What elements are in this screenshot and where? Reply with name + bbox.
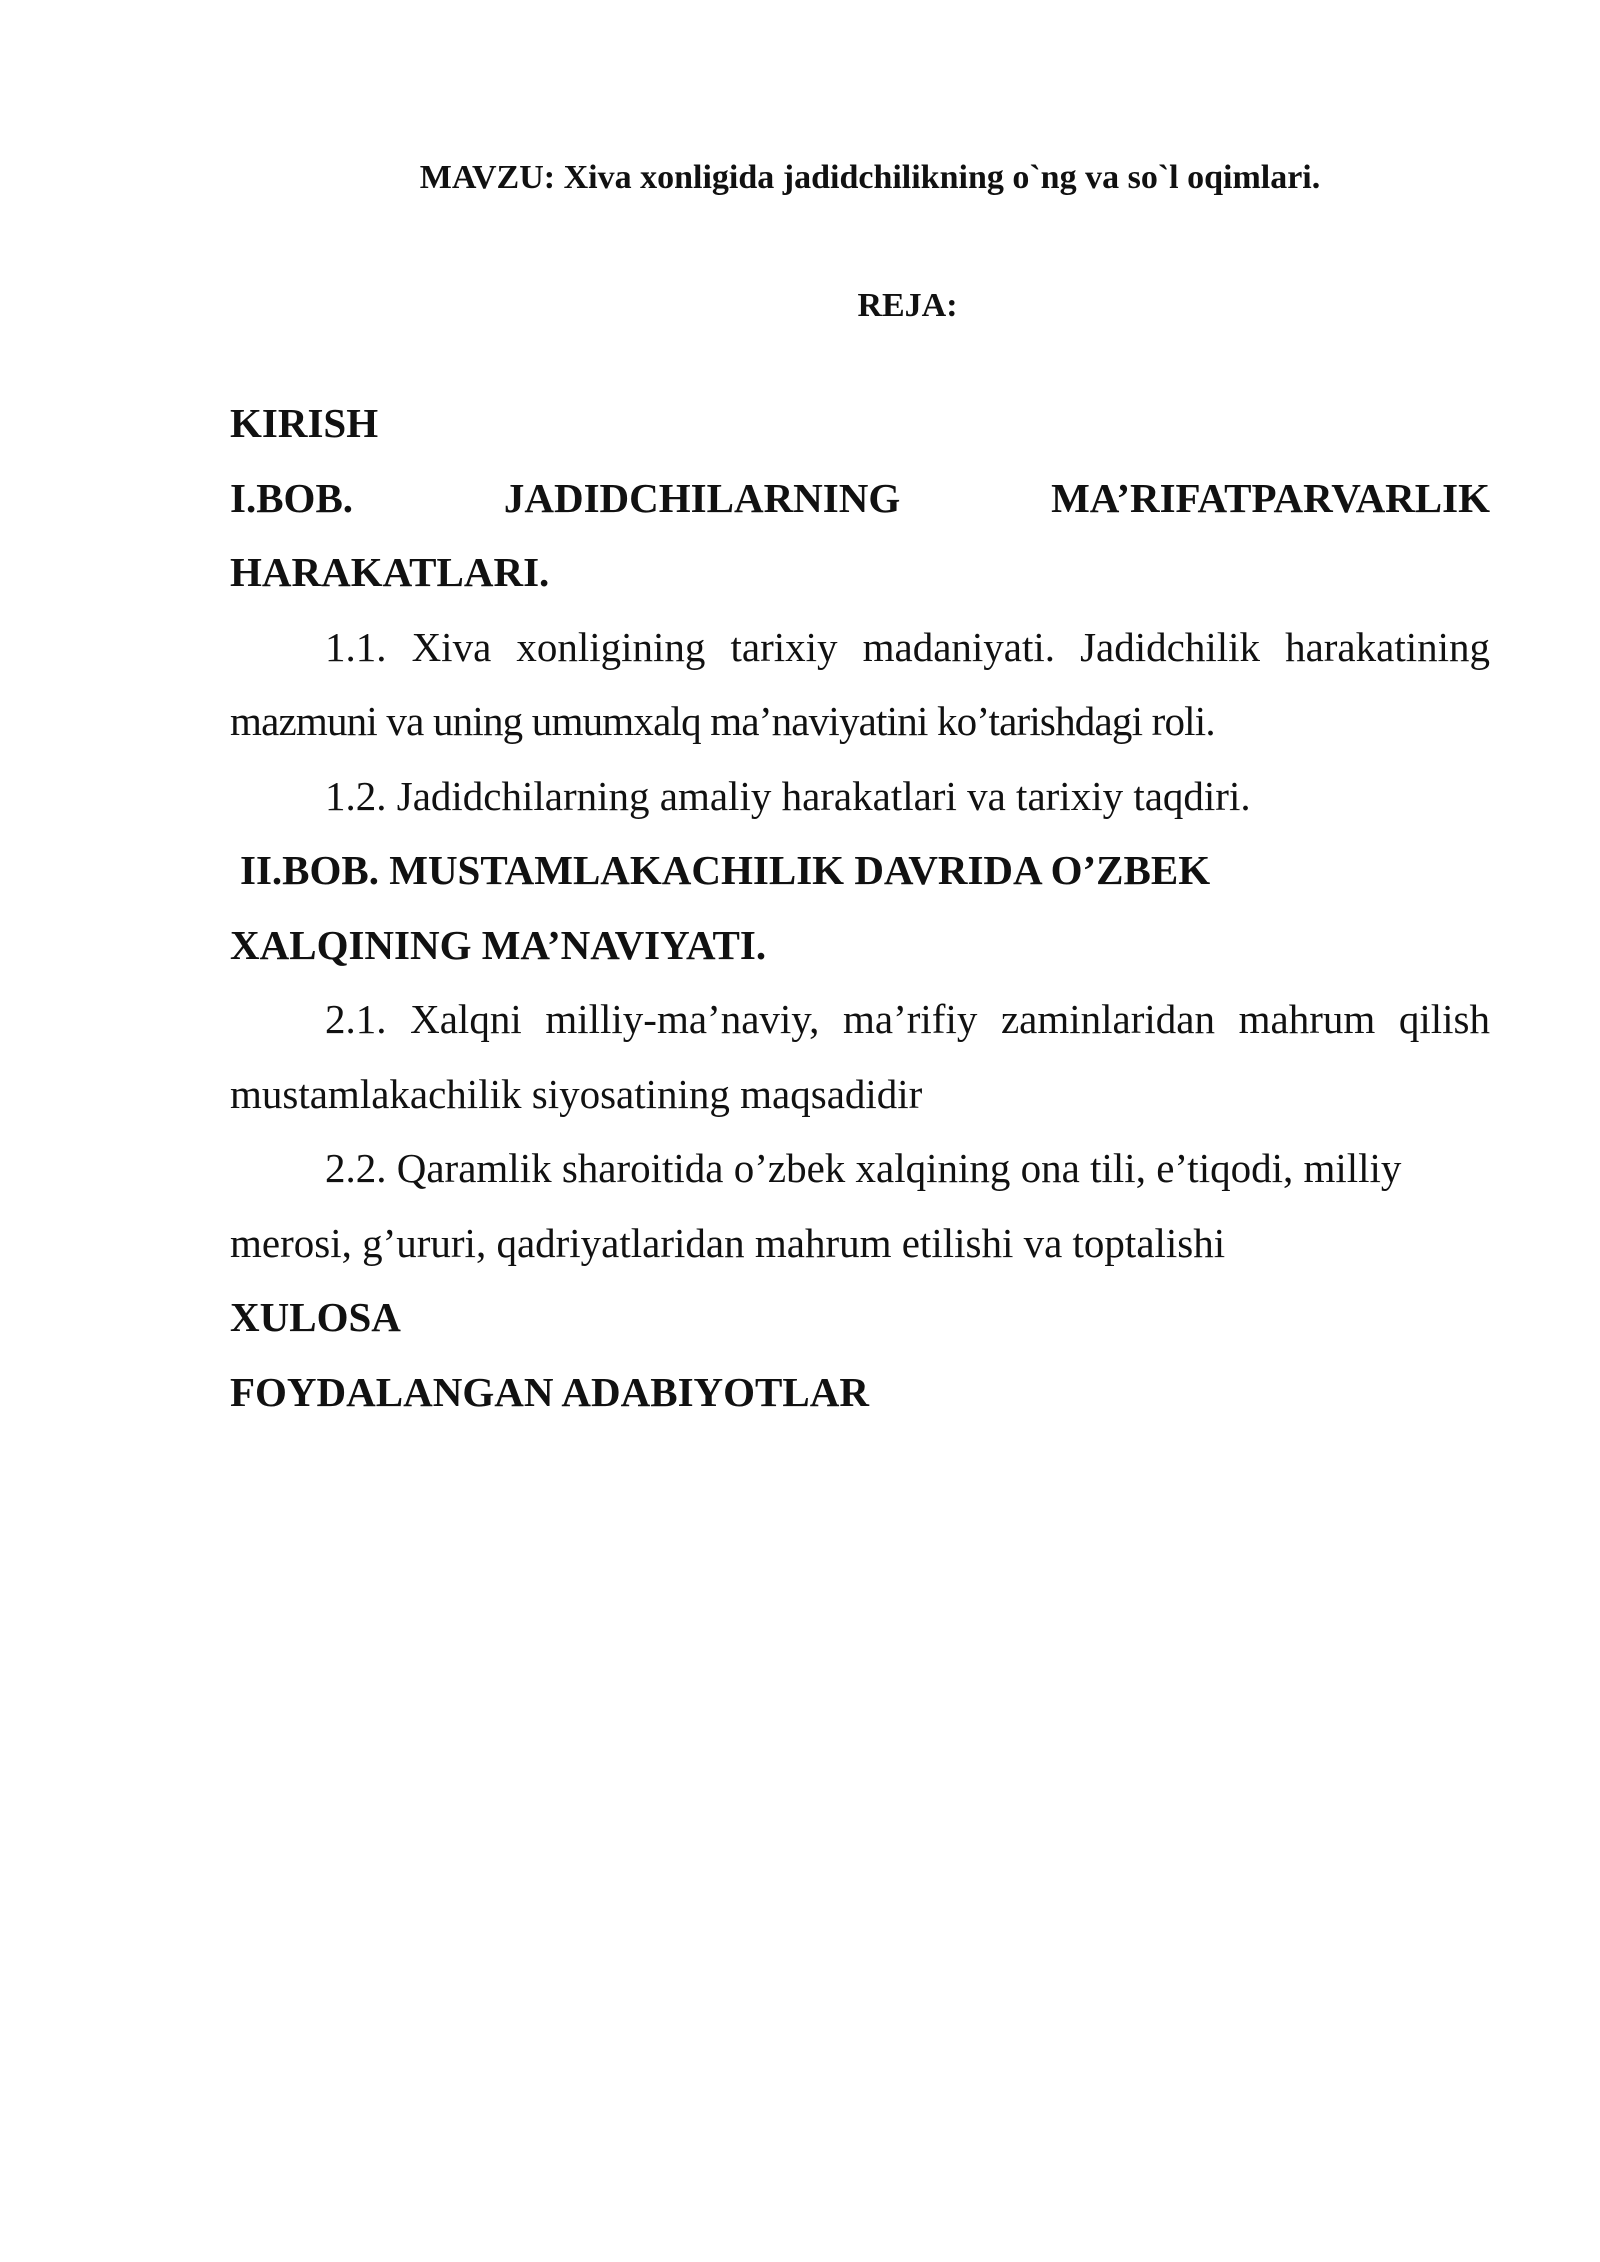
toc-intro: KIRISH	[230, 400, 379, 446]
toc-section-2-2-line-2: merosi, g’ururi, qadriyatlaridan mahrum etilishi va toptalishi	[230, 1219, 1226, 1266]
page-content	[230, 148, 1490, 1429]
toc-chapter-1-line-1: I.BOB. JADIDCHILARNING MA’RIFATPARVARLIK	[230, 474, 1490, 521]
plan-heading: REJA:	[857, 287, 958, 324]
toc-references: FOYDALANGAN ADABIYOTLAR	[230, 1368, 869, 1415]
topic-title: MAVZU: Xiva xonligida jadidchilikning o`ng va so`l oqimlari.	[419, 159, 1321, 196]
toc-section-1-2: 1.2. Jadidchilarning amaliy harakatlari va tarixiy taqdiri.	[325, 772, 1251, 819]
toc-section-1-1-line-2: mazmuni va uning umumxalq ma’naviyatini ko’tarishdagi roli.	[230, 698, 1215, 744]
toc-section-2-1-line-2: mustamlakachilik siyosatining maqsadidir	[230, 1070, 923, 1117]
toc-conclusion: XULOSA	[230, 1294, 401, 1340]
toc-section-1-1-line-1: 1.1. Xiva xonligining tarixiy madaniyati. Jadidchilik harakatining	[325, 623, 1490, 670]
toc-section-2-2-line-1: 2.2. Qaramlik sharoitida o’zbek xalqining ona tili, e’tiqodi, milliy	[325, 1145, 1402, 1191]
table-of-contents	[230, 386, 1490, 1429]
toc-chapter-2-line-2: XALQINING MA’NAVIYATI.	[230, 921, 767, 968]
toc-chapter-2-line-1: II.BOB. MUSTAMLAKACHILIK DAVRIDA O’ZBEK	[240, 847, 1211, 893]
toc-section-2-1-line-1: 2.1. Xalqni milliy-ma’naviy, ma’rifiy zaminlaridan mahrum qilish	[325, 996, 1490, 1042]
toc-chapter-1-line-2: HARAKATLARI.	[230, 549, 550, 595]
